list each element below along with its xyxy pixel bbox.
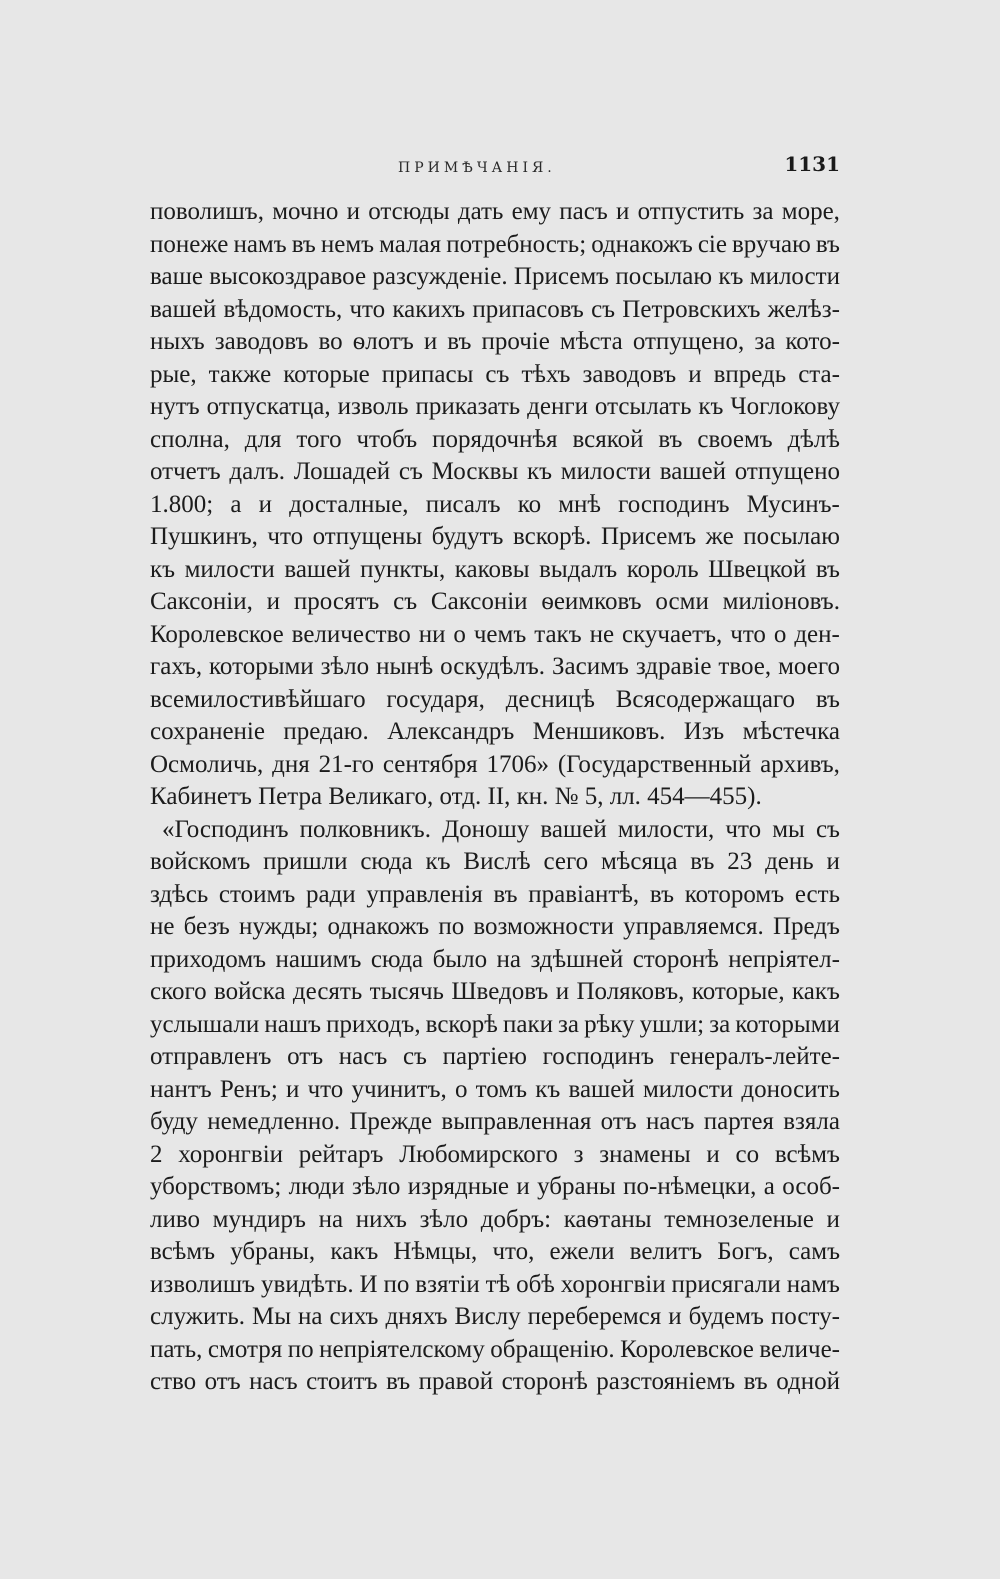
text-line: сохраненіе предаю. Александръ Меншиковъ. Изъ мѣстечка	[150, 718, 840, 745]
text-line: буду немедленно. Прежде выправленная отъ насъ партея взяла	[150, 1108, 840, 1135]
text-line: Королевское величество ни о чемъ такъ не скучаетъ, что о ден-	[150, 620, 840, 648]
text-line: ливо мундиръ на нихъ зѣло добръ: каѳтаны темнозеленые и	[150, 1205, 840, 1233]
text-line: уборствомъ; люди зѣло изрядные и убраны по-нѣмецки, а особ-	[150, 1173, 840, 1200]
text-line: здѣсь стоимъ ради управленія въ правіантѣ, въ которомъ есть	[150, 880, 840, 908]
text-line: ваше высокоздравое разсужденіе. Присемъ посылаю къ милости	[150, 263, 840, 290]
text-line: 1.800; а и досталные, писалъ ко мнѣ господинъ Мусинъ-	[150, 490, 840, 518]
text-line: Осмоличь, дня 21-го сентября 1706» (Государственный архивъ,	[150, 750, 840, 778]
text-line: нантъ Ренъ; и что учинитъ, о томъ къ вашей милости доносить	[150, 1075, 840, 1103]
text-line: не безъ нужды; однакожъ по возможности управляемся. Предъ	[150, 913, 840, 940]
text-line: Кабинетъ Петра Великаго, отд. II, кн. № 5, лл. 454—455).	[150, 783, 762, 810]
text-line: ство отъ насъ стоитъ въ правой сторонѣ разстояніемъ въ одной	[150, 1368, 840, 1395]
page-number: 1131	[784, 152, 840, 176]
text-line: ского войска десять тысячь Шведовъ и Поляковъ, которые, какъ	[150, 978, 840, 1005]
text-line: служить. Мы на сихъ дняхъ Вислу переберемся и будемъ посту-	[150, 1303, 840, 1330]
text-line: нутъ отпускатца, изволь приказать денги отсылать къ Чоглокову	[150, 393, 840, 420]
text-line: «Господинъ полковникъ. Доношу вашей милости, что мы съ	[162, 815, 840, 843]
section-title: ПРИМѢЧАНІЯ.	[398, 160, 556, 176]
text-line: 2 хоронгвіи рейтаръ Любомирского з знамены и со всѣмъ	[150, 1140, 840, 1168]
text-line: сполна, для того чтобъ порядочнѣя всякой въ своемъ дѣлѣ	[150, 425, 840, 453]
body-text	[150, 196, 840, 1399]
text-line: ныхъ заводовъ во ѳлотъ и въ прочіе мѣста отпущено, за кото-	[150, 328, 840, 355]
text-line: къ милости вашей пункты, каковы выдалъ король Швецкой въ	[150, 555, 840, 583]
text-line: отчетъ далъ. Лошадей съ Москвы къ милости вашей отпущено	[150, 458, 840, 485]
text-line: всѣмъ убраны, какъ Нѣмцы, что, ежели велитъ Богъ, самъ	[150, 1238, 840, 1265]
text-line: отправленъ отъ насъ съ партіею господинъ генералъ-лейте-	[150, 1043, 840, 1070]
text-line: пать, смотря по непріятелскому обращенію. Королевское величе-	[150, 1335, 840, 1363]
running-head	[150, 152, 840, 186]
text-line: приходомъ нашимъ сюда было на здѣшней сторонѣ непріятел-	[150, 945, 840, 973]
text-line: Пушкинъ, что отпущены будутъ вскорѣ. Присемъ же посылаю	[150, 523, 840, 550]
text-line: понеже намъ въ немъ малая потребность; однакожъ сіе вручаю въ	[150, 230, 840, 258]
text-line: поволишъ, мочно и отсюды дать ему пасъ и отпустить за море,	[150, 198, 840, 225]
text-line: гахъ, которыми зѣло нынѣ оскудѣлъ. Засимъ здравіе твое, моего	[150, 653, 840, 680]
text-line: изволишъ увидѣть. И по взятіи тѣ обѣ хоронгвіи присягали намъ	[150, 1270, 840, 1298]
text-line: вашей вѣдомость, что какихъ припасовъ съ Петровскихъ желѣз-	[150, 295, 840, 323]
text-line: услышали нашъ приходъ, вскорѣ паки за рѣку ушли; за которыми	[150, 1010, 840, 1038]
text-line: рые, также которые припасы съ тѣхъ заводовъ и впредь ста-	[150, 360, 840, 388]
text-line: войскомъ пришли сюда къ Вислѣ сего мѣсяца въ 23 день и	[150, 848, 840, 875]
text-line: всемилостивѣйшаго государя, десницѣ Всясодержащаго въ	[150, 685, 840, 713]
text-line: Саксоніи, и просятъ съ Саксоніи ѳеимковъ осми миліоновъ.	[150, 588, 840, 615]
